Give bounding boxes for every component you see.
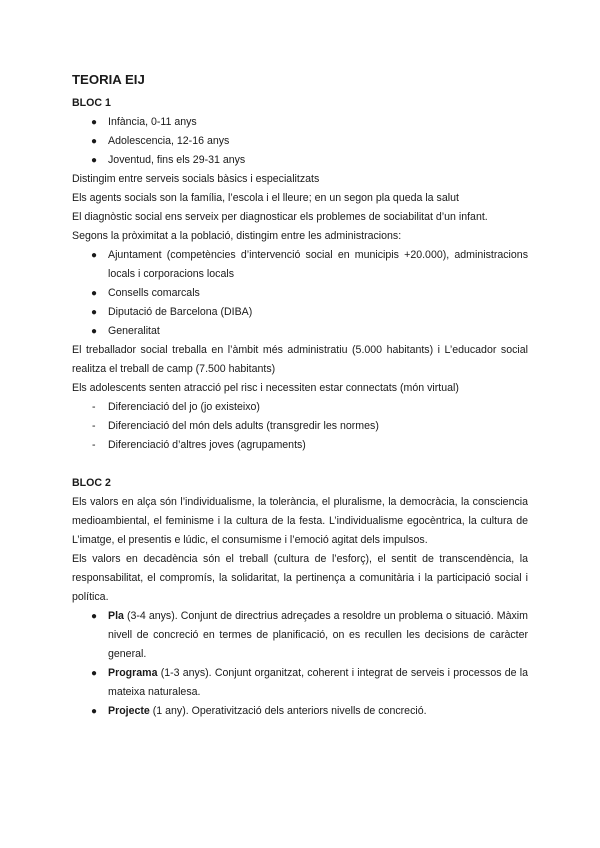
dash-icon: - [92, 401, 96, 413]
list-item: ● Ajuntament (competències d’intervenció social en municipis +20.000), administracions locals i corporacions locals [72, 246, 528, 284]
dash-icon: - [92, 420, 96, 432]
list-item: ● Adolescencia, 12-16 anys [72, 132, 528, 151]
list-item: ● Pla (3-4 anys). Conjunt de directrius adreçades a resoldre un problema o situació. Màxim nivell de concreció en termes de planificació, on es recullen les decisions de caràcter general. [72, 607, 528, 664]
paragraph: Els adolescents senten atracció pel risc i necessiten estar connectats (món virtual) [72, 382, 459, 394]
dash-icon: - [92, 439, 96, 451]
list-item: ● Diputació de Barcelona (DIBA) [72, 303, 528, 322]
document-title: TEORIA EIJ [72, 72, 145, 87]
bloc2-heading: BLOC 2 [72, 477, 111, 489]
paragraph: Els valors en decadència són el treball (cultura de l’esforç), el sentit de transcendència, la responsabilitat, el compromís, la solidaritat, la pertinença a comunitària i la participació social i política. [72, 553, 528, 603]
list-item: ● Generalitat [72, 322, 528, 341]
paragraph: Distingim entre serveis socials bàsics i especialitzats [72, 173, 320, 185]
bullet-icon: ● [91, 288, 98, 299]
bullet-icon: ● [91, 250, 98, 261]
term: Programa [108, 667, 158, 679]
bullet-icon: ● [91, 668, 98, 679]
list-item: ● Joventud, fins els 29-31 anys [72, 151, 528, 170]
list-item: ● Consells comarcals [72, 284, 528, 303]
list-item: ● Projecte (1 any). Operativització dels anteriors nivells de concreció. [72, 702, 528, 721]
bullet-icon: ● [91, 611, 98, 622]
bullet-icon: ● [91, 117, 98, 128]
list-item: - Diferenciació del jo (jo existeixo) [72, 398, 528, 417]
paragraph: Els agents socials son la família, l’escola i el lleure; en un segon pla queda la salut [72, 192, 459, 204]
paragraph: Els valors en alça són l’individualisme, la tolerància, el pluralisme, la democràcia, la consciencia medioambiental, el feminisme i la cultura de la festa. L’individualisme egocèntrica, la cultura de L’imatge, el presentis e lúdic, el consumisme i l’emoció agitat dels impulsos. [72, 496, 528, 546]
term: Pla [108, 610, 124, 622]
bullet-icon: ● [91, 136, 98, 147]
list-item: - Diferenciació del món dels adults (transgredir les normes) [72, 417, 528, 436]
bullet-icon: ● [91, 155, 98, 166]
document-body [72, 71, 528, 721]
paragraph: Segons la pròximitat a la població, distingim entre les administracions: [72, 230, 402, 242]
bullet-icon: ● [91, 706, 98, 717]
bloc1-heading: BLOC 1 [72, 97, 111, 109]
list-item: ● Infància, 0-11 anys [72, 113, 528, 132]
list-item: ● Programa (1-3 anys). Conjunt organitzat, coherent i integrat de serveis i processos de la mateixa naturalesa. [72, 664, 528, 702]
paragraph: El treballador social treballa en l’àmbit més administratiu (5.000 habitants) i L’educador social realitza el treball de camp (7.500 habitants) [72, 344, 528, 375]
term: Projecte [108, 705, 150, 717]
list-item: - Diferenciació d’altres joves (agrupaments) [72, 436, 528, 455]
differentiation-list [72, 398, 528, 455]
age-list [72, 113, 528, 170]
bullet-icon: ● [91, 326, 98, 337]
admin-list [72, 246, 528, 341]
bullet-icon: ● [91, 307, 98, 318]
planning-list [72, 607, 528, 721]
paragraph: El diagnòstic social ens serveix per diagnosticar els problemes de sociabilitat d’un infant. [72, 211, 488, 223]
section-gap [72, 455, 528, 474]
